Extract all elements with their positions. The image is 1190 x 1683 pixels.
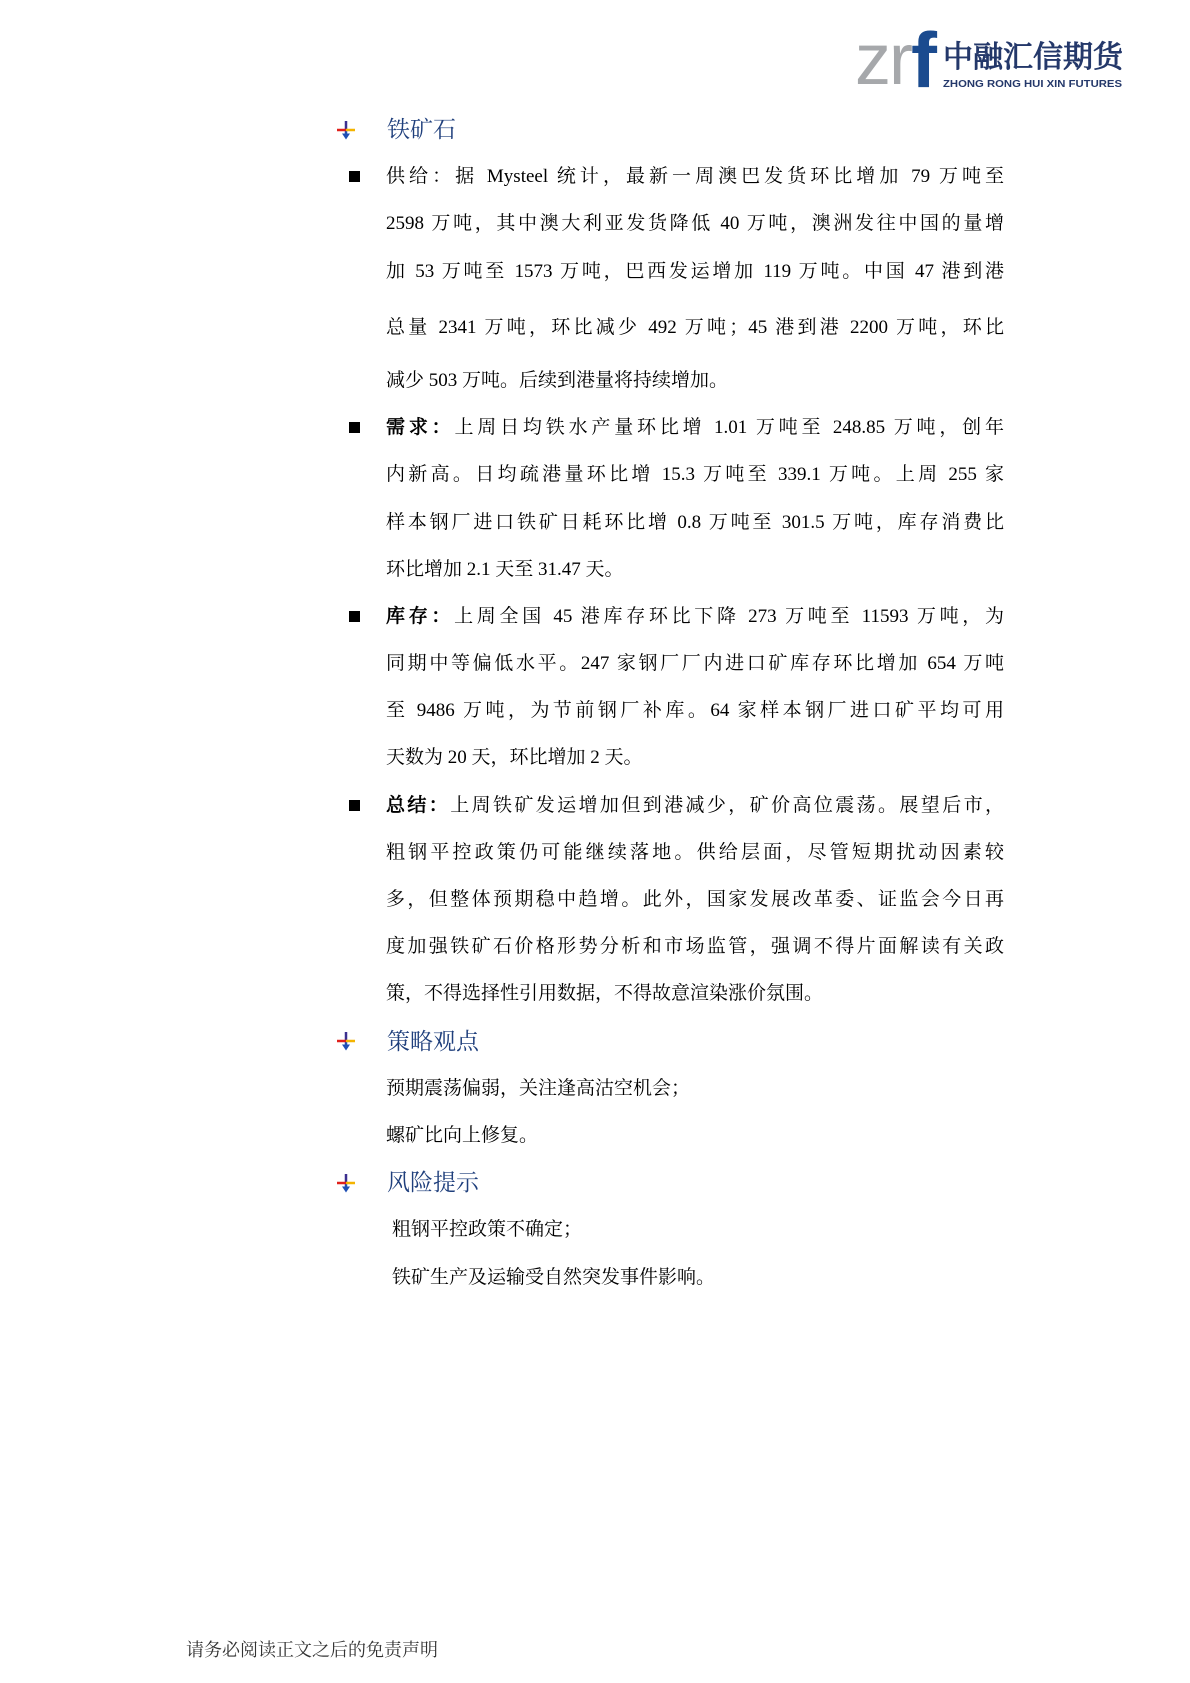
bullet-item-inventory: [386, 593, 1004, 782]
black-square-icon: [349, 171, 360, 182]
text-line: 至 9486 万吨，为节前钢厂补库。64 家样本钢厂进口矿平均可用: [386, 700, 1004, 722]
section-strategy: [386, 1018, 1004, 1160]
text-line: 度加强铁矿石价格形势分析和市场监管，强调不得片面解读有关政: [386, 936, 1004, 958]
text-line: 总量 2341 万吨，环比减少 492 万吨；45 港到港 2200 万吨，环比: [386, 316, 1004, 338]
text-line: [386, 593, 1004, 640]
section-title: 风险提示: [387, 1169, 479, 1196]
colored-cross-arrow-icon: [336, 120, 356, 140]
text-line: 螺矿比向上修复。: [386, 1124, 539, 1146]
text-line: 粗钢平控政策仍可能继续落地。供给层面，尽管短期扰动因素较: [386, 841, 1004, 863]
text-span: 上周铁矿发运增加但到港减少，矿价高位震荡。展望后市，: [450, 794, 1004, 816]
black-square-icon: [349, 800, 360, 811]
bullet-label: 需求：: [386, 417, 455, 439]
text-line: 供给：据 Mysteel 统计，最新一周澳巴发货环比增加 79 万吨至: [386, 166, 1004, 188]
bullet-item-summary: [386, 782, 1004, 1018]
section-title: 策略观点: [387, 1027, 479, 1054]
text-line: [386, 404, 1004, 451]
logo-mark-blue: f: [911, 16, 937, 104]
section-heading-iron-ore: [386, 106, 1004, 153]
text-line: 2598 万吨，其中澳大利亚发货降低 40 万吨，澳洲发往中国的量增: [386, 213, 1004, 235]
text-line: 预期震荡偏弱，关注逢高沽空机会；: [386, 1077, 691, 1099]
black-square-icon: [349, 422, 360, 433]
text-line: 粗钢平控政策不确定；: [392, 1219, 583, 1241]
paragraph-inventory: [386, 593, 1004, 782]
text-line: 同期中等偏低水平。247 家钢厂厂内进口矿库存环比增加 654 万吨: [386, 653, 1004, 675]
colored-cross-arrow-icon: [336, 1031, 356, 1051]
colored-cross-arrow-icon: [336, 1173, 356, 1193]
bullet-label: 总结：: [386, 794, 451, 816]
bullet-label: 库存：: [386, 605, 455, 627]
text-line: 加 53 万吨至 1573 万吨，巴西发运增加 119 万吨。中国 47 港到港: [386, 260, 1004, 282]
paragraph-demand: [386, 404, 1004, 593]
section-risk: [386, 1159, 1004, 1301]
logo-mark-gray: zr: [855, 20, 911, 100]
bullet-item-demand: [386, 404, 1004, 593]
black-square-icon: [349, 611, 360, 622]
text-line: 天数为 20 天，环比增加 2 天。: [386, 747, 643, 769]
paragraph-supply: [386, 153, 1004, 404]
text-line: 铁矿生产及运输受自然突发事件影响。: [392, 1266, 716, 1288]
section-heading-strategy: [386, 1018, 1004, 1065]
paragraph-strategy: [386, 1065, 1004, 1159]
text-line: [386, 782, 1004, 829]
text-span: 上周全国 45 港库存环比下降 273 万吨至 11593 万吨，为: [454, 605, 1004, 627]
text-span: 上周日均铁水产量环比增 1.01 万吨至 248.85 万吨，创年: [454, 417, 1004, 439]
paragraph-risk: [386, 1206, 1004, 1300]
report-body: [386, 106, 1004, 1301]
section-title: 铁矿石: [387, 116, 456, 142]
company-name: 中融汇信期货: [943, 41, 1123, 74]
text-line: 策，不得选择性引用数据，不得故意渲染涨价氛围。: [386, 983, 824, 1005]
footer-disclaimer-note: 请务必阅读正文之后的免责声明: [186, 1640, 438, 1660]
section-heading-risk: [386, 1159, 1004, 1206]
company-name-english: ZHONG RONG HUI XIN FUTURES: [943, 79, 1123, 90]
text-line: 多，但整体预期稳中趋增。此外，国家发展改革委、证监会今日再: [386, 889, 1004, 910]
text-line: 内新高。日均疏港量环比增 15.3 万吨至 339.1 万吨。上周 255 家: [386, 464, 1004, 486]
text-line: 环比增加 2.1 天至 31.47 天。: [386, 558, 624, 580]
section-iron-ore: [386, 106, 1004, 1018]
text-line: 减少 503 万吨。后续到港量将持续增加。: [386, 369, 729, 391]
company-logo: [848, 16, 1138, 104]
bullet-item-supply: [386, 153, 1004, 404]
paragraph-summary: [386, 782, 1004, 1018]
text-line: 样本钢厂进口铁矿日耗环比增 0.8 万吨至 301.5 万吨，库存消费比: [386, 511, 1004, 533]
